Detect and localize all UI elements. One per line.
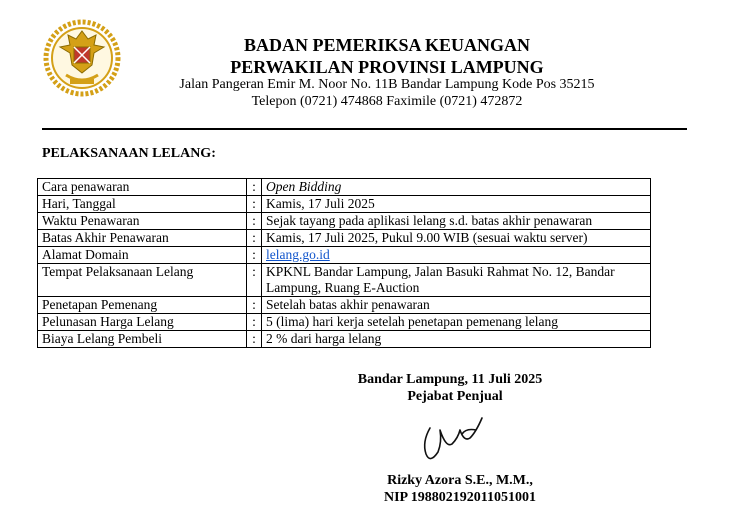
table-row: [38, 297, 651, 314]
row-label: Tempat Pelaksanaan Lelang: [38, 264, 247, 297]
auction-details-table: [37, 178, 651, 348]
table-row: [38, 196, 651, 213]
row-value: [262, 247, 651, 264]
row-label: Hari, Tanggal: [38, 196, 247, 213]
signatory-name: Rizky Azora S.E., M.M.,: [387, 473, 533, 488]
row-separator: :: [247, 264, 262, 297]
organization-phone: Telepon (0721) 474868 Faximile (0721) 472872: [251, 94, 523, 109]
row-separator: :: [247, 179, 262, 196]
row-label: Alamat Domain: [38, 247, 247, 264]
row-value: Kamis, 17 Juli 2025, Pukul 9.00 WIB (sesuai waktu server): [262, 230, 651, 247]
organization-name: BADAN PEMERIKSA KEUANGAN: [243, 35, 531, 55]
row-separator: :: [247, 297, 262, 314]
handwritten-signature: [412, 408, 492, 472]
row-separator: :: [247, 196, 262, 213]
row-separator: :: [247, 331, 262, 348]
row-value: 5 (lima) hari kerja setelah penetapan pemenang lelang: [262, 314, 651, 331]
table-row: [38, 331, 651, 348]
row-value: KPKNL Bandar Lampung, Jalan Basuki Rahmat No. 12, Bandar Lampung, Ruang E-Auction: [262, 264, 651, 297]
organization-address: Jalan Pangeran Emir M. Noor No. 11B Bandar Lampung Kode Pos 35215: [179, 77, 595, 92]
row-label: Penetapan Pemenang: [38, 297, 247, 314]
row-value: Kamis, 17 Juli 2025: [262, 196, 651, 213]
row-separator: :: [247, 247, 262, 264]
signatory-nip: NIP 198802192011051001: [383, 490, 537, 505]
row-separator: :: [247, 213, 262, 230]
row-label: Biaya Lelang Pembeli: [38, 331, 247, 348]
row-label: Waktu Penawaran: [38, 213, 247, 230]
organization-branch: PERWAKILAN PROVINSI LAMPUNG: [230, 57, 544, 77]
domain-link[interactable]: lelang.go.id: [266, 247, 330, 262]
row-label: Pelunasan Harga Lelang: [38, 314, 247, 331]
table-row: [38, 230, 651, 247]
signature-place-date: Bandar Lampung, 11 Juli 2025: [357, 372, 543, 387]
row-value: 2 % dari harga lelang: [262, 331, 651, 348]
garuda-emblem-icon: [36, 17, 128, 99]
table-row: [38, 314, 651, 331]
row-value: Setelah batas akhir penawaran: [262, 297, 651, 314]
table-row: [38, 179, 651, 196]
table-row: [38, 264, 651, 297]
row-label: Cara penawaran: [38, 179, 247, 196]
row-value: Open Bidding: [262, 179, 651, 196]
row-separator: :: [247, 314, 262, 331]
row-value: Sejak tayang pada aplikasi lelang s.d. batas akhir penawaran: [262, 213, 651, 230]
table-row: [38, 213, 651, 230]
row-label: Batas Akhir Penawaran: [38, 230, 247, 247]
section-title: PELAKSANAAN LELANG:: [42, 146, 216, 161]
header-divider: [42, 128, 687, 130]
signature-role: Pejabat Penjual: [407, 389, 503, 404]
table-row: [38, 247, 651, 264]
row-separator: :: [247, 230, 262, 247]
